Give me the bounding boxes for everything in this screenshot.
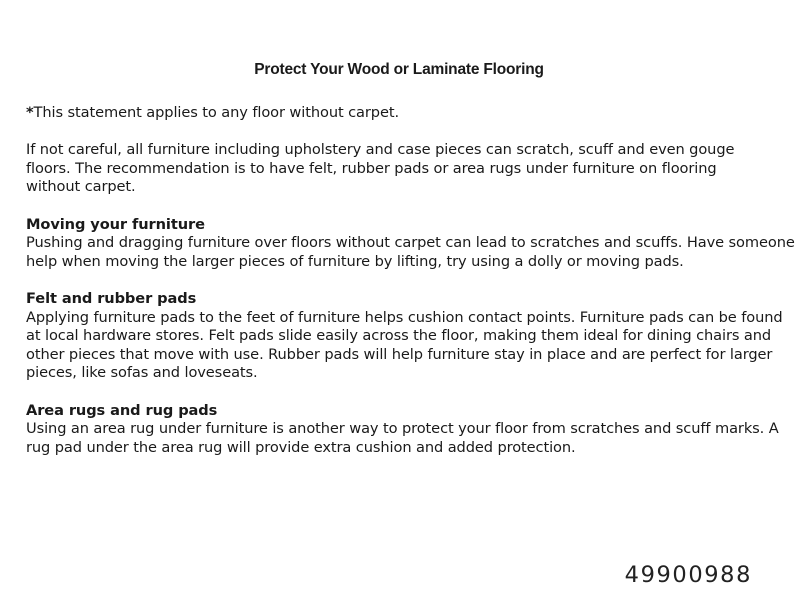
intro-line: without carpet. [26,178,136,196]
section-line: pieces, like sofas and loveseats. [26,364,258,382]
section-line: rug pad under the area rug will provide extra cushion and added protection. [26,438,576,456]
intro-paragraph [26,141,786,197]
section-line: Using an area rug under furniture is another way to protect your floor from scratches and scuff marks. A [26,420,779,438]
section-heading: Moving your furniture [26,215,205,233]
page-title: Protect Your Wood or Laminate Flooring [254,61,544,78]
carpet-note-text: This statement applies to any floor without carpet. [33,104,399,121]
section-line: other pieces that move with use. Rubber pads will help furniture stay in place and are perfect for larger [26,345,773,363]
carpet-note [26,104,786,123]
section-line: Pushing and dragging furniture over floors without carpet can lead to scratches and scuffs. Have someone [26,234,795,252]
intro-line: If not careful, all furniture including upholstery and case pieces can scratch, scuff and even gouge [26,141,735,159]
intro-line: floors. The recommendation is to have felt, rubber pads or area rugs under furniture on flooring [26,159,717,177]
section-heading: Felt and rubber pads [26,289,197,307]
section-area-rugs [26,402,786,458]
document-number: 49900988 [624,562,752,588]
asterisk-marker: * [26,104,34,121]
section-heading: Area rugs and rug pads [26,401,218,419]
section-line: at local hardware stores. Felt pads slide easily across the floor, making them ideal for dining chairs and [26,327,772,345]
document-body [26,104,795,476]
section-line: help when moving the larger pieces of furniture by lifting, try using a dolly or moving pads. [26,252,684,270]
section-felt-rubber-pads [26,290,786,383]
section-line: Applying furniture pads to the feet of furniture helps cushion contact points. Furniture pads can be found [26,308,783,326]
section-moving-furniture [26,215,795,272]
